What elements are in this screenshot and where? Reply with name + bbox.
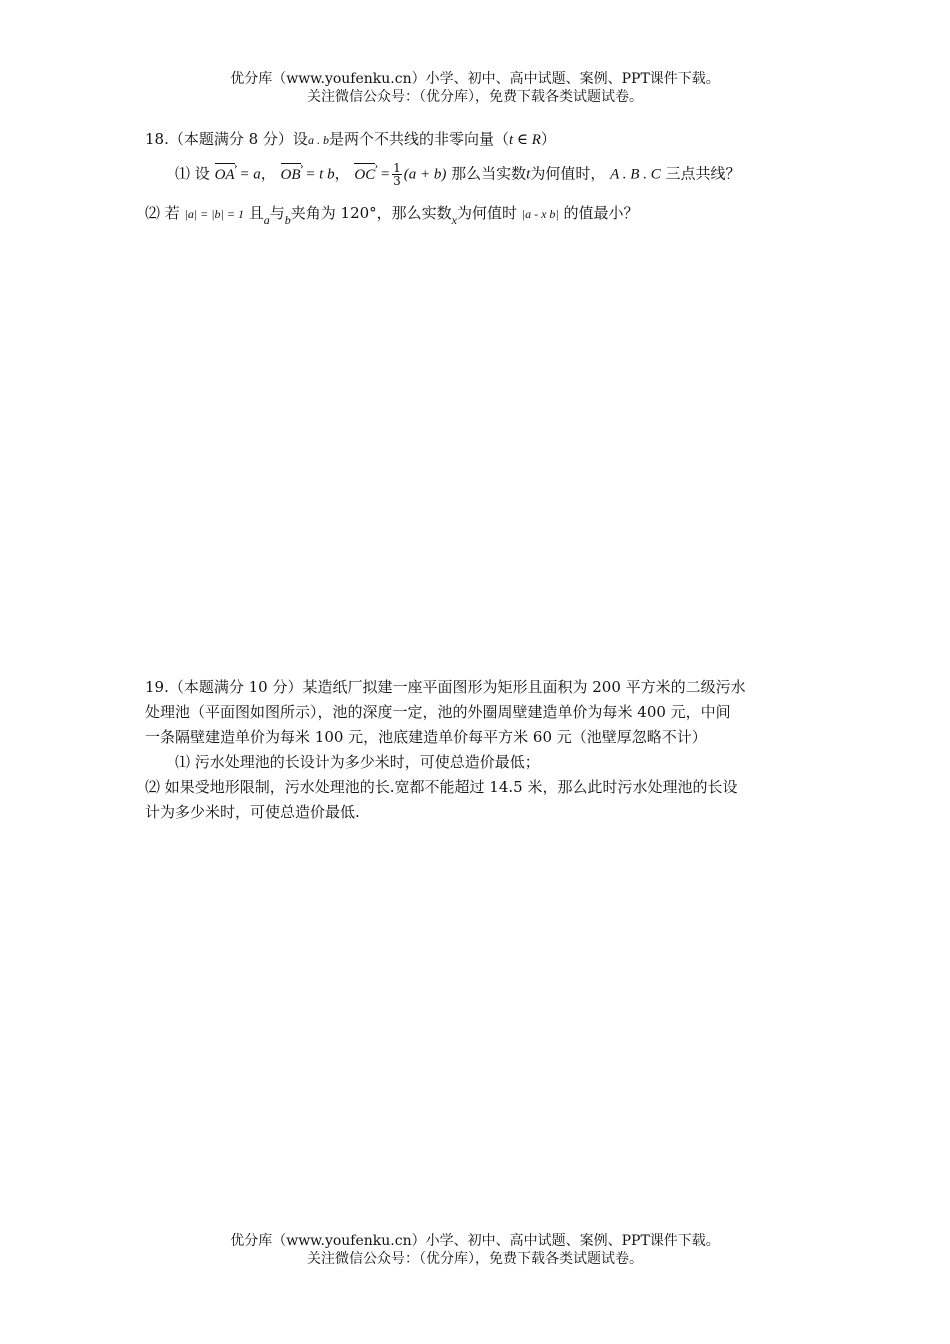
- q19-line-2: 处理池（平面图如图所示），池的深度一定，池的外圈周壁建造单价为每米 400 元，中间: [145, 703, 731, 721]
- q18-p2-expression: |a - x b|: [521, 207, 559, 221]
- q18-p2-end: 的值最小？: [563, 204, 639, 222]
- header-line-1: 优分库（www.youfenku.cn）小学、初中、高中试题、案例、PPT课件下载。: [230, 71, 720, 87]
- fraction-numerator: 1: [393, 161, 401, 175]
- vector-ob: OB ›: [281, 164, 301, 186]
- q18-part-1: ⑴ 设 OA › = a， OB › = t b， OC › = $\frac{1}{3}$ (a + b) 那么当实数t为何值时， A . B . C 三点共线？: [175, 162, 741, 187]
- footer-line-1: 优分库（www.youfenku.cn）小学、初中、高中试题、案例、PPT课件下载。: [230, 1233, 720, 1249]
- q18-p1-end: 三点共线？: [665, 164, 741, 183]
- q19-sub-1: ⑴ 污水处理池的长设计为多少米时，可使总造价最低；: [175, 753, 540, 771]
- q19-line-1: 19.（本题满分 10 分）某造纸厂拟建一座平面图形为矩形且面积为 200 平方米的二级污水: [145, 678, 746, 696]
- footer-line-2: 关注微信公众号：（优分库），免费下载各类试题试卷。: [307, 1251, 643, 1267]
- q19-sub-2b: 计为多少米时，可使总造价最低.: [145, 803, 360, 821]
- q18-p1-a: = a: [239, 166, 261, 183]
- page-footer: [0, 1232, 950, 1268]
- q18-title-prefix: 18.（本题满分 8 分）设: [145, 130, 308, 148]
- fraction-denominator: 3: [393, 174, 401, 188]
- vector-oc: OC ›: [354, 164, 375, 186]
- q18-title-end: ）: [540, 130, 556, 148]
- q18-title-condition: t ∈ R: [508, 132, 541, 148]
- fraction-one-third: [392, 162, 402, 187]
- q18-p2-b: b: [284, 213, 291, 227]
- q18-p2-text2: 与: [269, 204, 285, 222]
- q18-part-2: [145, 202, 639, 225]
- q18-title: [145, 128, 556, 151]
- q18-p1-text2: 为何值时，: [530, 164, 606, 183]
- q18-p1-t: t: [526, 166, 531, 183]
- page-header: [0, 70, 950, 106]
- vector-oa: OA ›: [215, 164, 235, 186]
- q18-p2-abs: |a| = |b| = 1: [184, 207, 244, 221]
- q19-sub-2a: ⑵ 如果受地形限制，污水处理池的长.宽都不能超过 14.5 米，那么此时污水处理池的长设: [145, 778, 738, 796]
- q18-p1-label: ⑴ 设: [175, 164, 210, 183]
- q18-p1-points: A . B . C: [610, 166, 661, 183]
- q18-p2-label: ⑵ 若: [145, 204, 180, 222]
- q18-p2-text1: 且: [248, 204, 264, 222]
- q18-p1-text: 那么当实数: [451, 164, 527, 183]
- q18-p2-text4: 为何值时: [457, 204, 518, 222]
- q19-line-3: 一条隔壁建造单价为每米 100 元，池底建造单价每平方米 60 元（池壁厚忽略不计）: [145, 728, 707, 746]
- q18-p1-tb: = t b: [305, 166, 335, 183]
- q18-p2-a: a: [263, 213, 270, 227]
- header-line-2: 关注微信公众号：（优分库），免费下载各类试题试卷。: [307, 89, 643, 105]
- q18-p1-sum: (a + b): [403, 166, 447, 183]
- q18-title-suffix: 是两个不共线的非零向量（: [328, 130, 509, 148]
- q18-p2-text3: 夹角为 120°，那么实数: [290, 204, 452, 222]
- q18-title-vectors: a . b: [307, 133, 329, 147]
- q18-p2-x: x: [451, 213, 457, 227]
